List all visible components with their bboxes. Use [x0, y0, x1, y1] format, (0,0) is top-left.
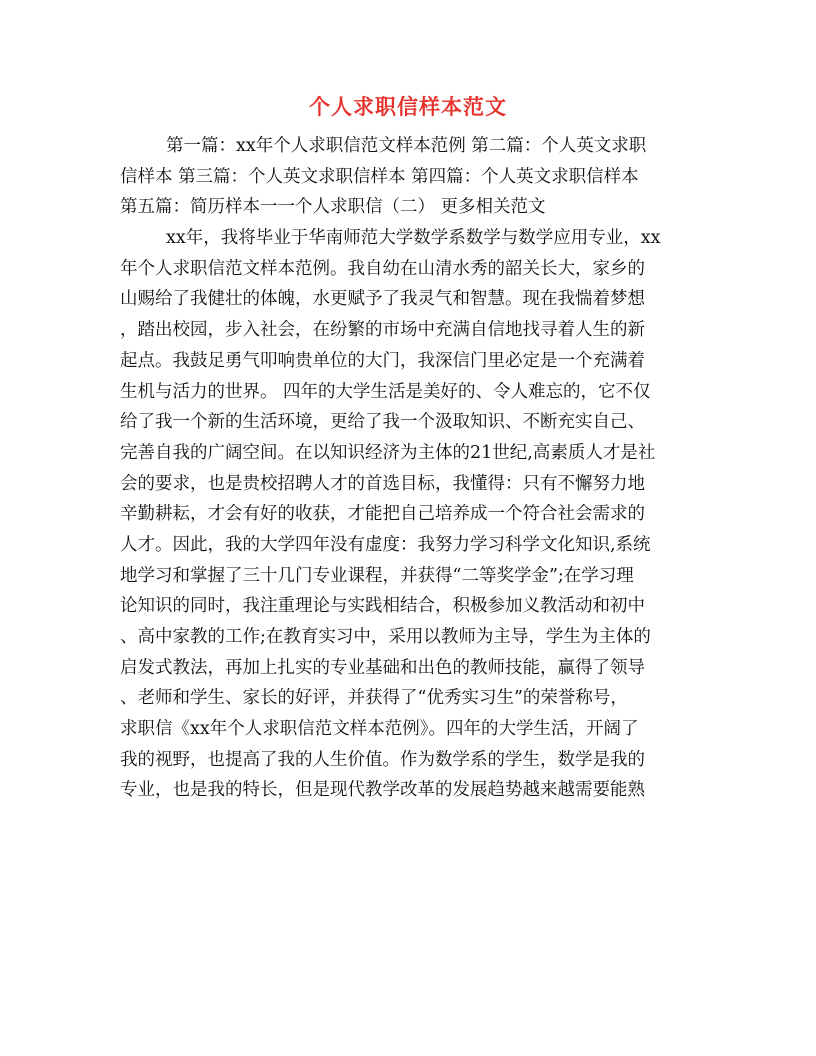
paragraph-line: 完善自我的广阔空间。在以知识经济为主体的21世纪,高素质人才是社: [120, 442, 656, 463]
paragraph-line: 我的视野，也提高了我的人生价值。作为数学系的学生，数学是我的: [120, 749, 645, 770]
paragraph-line: ，踏出校园，步入社会，在纷繁的市场中充满自信地找寻着人生的新: [120, 320, 645, 341]
paragraph-line: 、老师和学生、家长的好评，并获得了“优秀实习生”的荣誉称号，: [120, 688, 628, 709]
paragraph-line: 辛勤耕耘，才会有好的收获，才能把自己培养成一个符合社会需求的: [120, 504, 645, 525]
paragraph-line: 人才。因此，我的大学四年没有虚度：我努力学习科学文化知识,系统: [120, 534, 651, 555]
paragraph-line: 启发式教法，再加上扎实的专业基础和出色的教师技能，赢得了领导: [120, 657, 645, 678]
paragraph-line: 论知识的同时，我注重理论与实践相结合，积极参加义教活动和初中: [120, 596, 645, 617]
document-body: [120, 131, 700, 806]
document-title: 个人求职信样本范文: [309, 94, 507, 119]
paragraph-line: 生机与活力的世界。 四年的大学生活是美好的、令人难忘的，它不仅: [120, 381, 651, 402]
paragraph-line: 会的要求，也是贵校招聘人才的首选目标，我懂得：只有不懈努力地: [120, 473, 645, 494]
paragraph-line: 起点。我鼓足勇气叩响贵单位的大门，我深信门里必定是一个充满着: [120, 350, 645, 371]
paragraph-line: 地学习和掌握了三十几门专业课程，并获得“二等奖学金”;在学习理: [120, 565, 634, 586]
paragraph-line: 求职信《xx年个人求职信范文样本范例》。四年的大学生活，开阔了: [120, 719, 639, 740]
paragraph-line: 给了我一个新的生活环境，更给了我一个汲取知识、不断充实自己、: [120, 412, 645, 433]
paragraph-line: 山赐给了我健壮的体魄，水更赋予了我灵气和智慧。现在我惴着梦想: [120, 289, 645, 310]
paragraph-line: 、高中家教的工作;在教育实习中，采用以教师为主导，学生为主体的: [120, 627, 651, 647]
toc-line: 第五篇：简历样本一一个人求职信（二） 更多相关范文: [120, 197, 546, 218]
paragraph-line: 年个人求职信范文样本范例。我自幼在山清水秀的韶关长大，家乡的: [120, 258, 645, 279]
toc-line: 信样本 第三篇：个人英文求职信样本 第四篇：个人英文求职信样本: [120, 166, 639, 187]
toc-line: 第一篇：xx年个人求职信范文样本范例 第二篇：个人英文求职: [166, 136, 647, 156]
paragraph-line: 专业，也是我的特长，但是现代教学改革的发展趋势越来越需要能熟: [120, 780, 645, 801]
paragraph-line: xx年，我将毕业于华南师范大学数学系数学与数学应用专业，xx: [166, 228, 661, 249]
